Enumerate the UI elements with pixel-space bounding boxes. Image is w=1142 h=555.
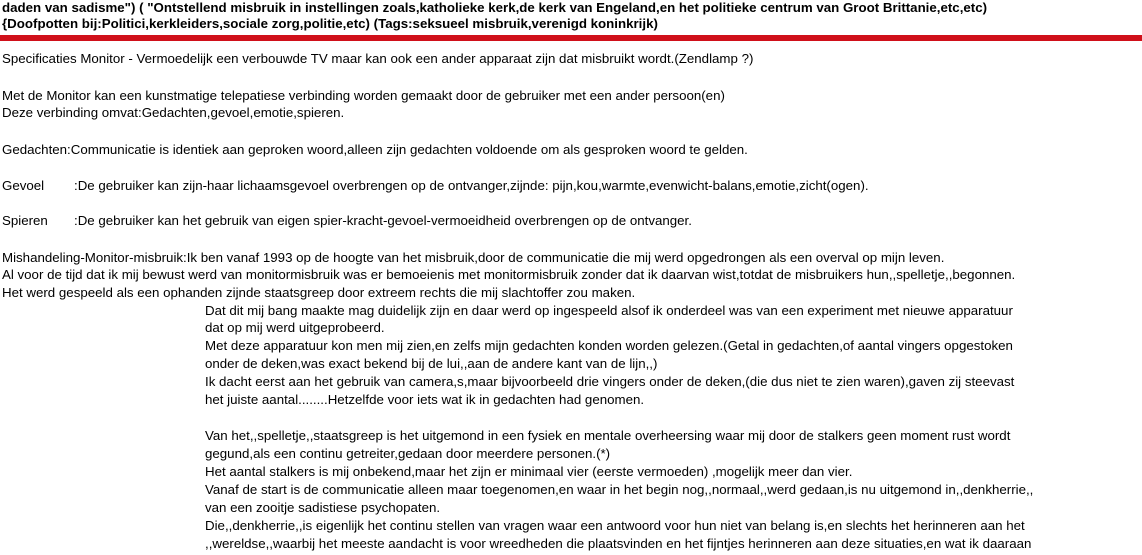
spieren-label: Spieren — [2, 213, 48, 228]
document-header — [2, 0, 1142, 32]
paragraph-mishandeling-line-2: Al voor de tijd dat ik mij bewust werd van monitormisbruik was er bemoeienis met monitormisbruik zonder dat ik daarvan wist,totdat de misbruikers hun,,spelletje,,begonnen. — [2, 267, 1016, 282]
spieren-text: :De gebruiker kan het gebruik van eigen spier-kracht-gevoel-vermoeidheid overbrengen op de ontvanger. — [74, 213, 692, 228]
paragraph-gedachten: Gedachten:Communicatie is identiek aan geproken woord,alleen zijn gedachten voldoende om als gesproken woord te gelden. — [2, 142, 748, 157]
header-line-2: {Doofpotten bij:Politici,kerkleiders,sociale zorg,politie,etc) (Tags:seksueel misbruik,verenigd koninkrijk) — [2, 16, 658, 31]
paragraph-spieren — [2, 212, 692, 229]
paragraph-specificaties: Specificaties Monitor - Vermoedelijk een verbouwde TV maar kan ook een ander apparaat zijn dat misbruikt wordt.(Zendlamp ?) — [2, 51, 754, 66]
paragraph-monitor-line-2: Deze verbinding omvat:Gedachten,gevoel,emotie,spieren. — [2, 105, 345, 120]
indented-line-2: dat op mij werd uitgeprobeerd. — [205, 320, 385, 335]
paragraph-mishandeling-line-1: Mishandeling-Monitor-misbruik:Ik ben vanaf 1993 op de hoogte van het misbruik,door de communicatie die mij werd opgedrongen als een overval op mijn leven. — [2, 250, 945, 265]
gevoel-label: Gevoel — [2, 178, 45, 193]
indented-line-13: ,,wereldse,,waarbij het meeste aandacht is voor wreedheden die plaatsvinden en het fijntjes herinneren aan deze situaties,en wat ik daaraan — [205, 536, 1032, 551]
gevoel-text: :De gebruiker kan zijn-haar lichaamsgevoel overbrengen op de ontvanger,zijnde: pijn,kou,warmte,evenwicht-balans,emotie,zicht(ogen). — [74, 178, 869, 193]
header-line-1: daden van sadisme") ( "Ontstellend misbruik in instellingen zoals,katholieke kerk,de kerk van Engeland,en het politieke centrum van Groot Brittanie,etc,etc) — [2, 0, 988, 15]
indented-line-3: Met deze apparatuur kon men mij zien,en zelfs mijn gedachten konden worden gelezen.(Getal in gedachten,of aantal vingers opgestoken — [205, 338, 1013, 353]
indented-line-11: van een zooitje sadistiese psychopaten. — [205, 500, 441, 515]
indented-line-12: Die,,denkherrie,,is eigenlijk het continu stellen van vragen waar een antwoord voor hun niet van belang is,en slechts het herinneren aan het — [205, 518, 1025, 533]
indented-line-4: onder de deken,was exact bekend bij de lui,,aan de andere kant van de lijn,,) — [205, 356, 658, 371]
indented-line-1: Dat dit mij bang maakte mag duidelijk zijn en daar werd op ingespeeld alsof ik onderdeel was van een experiment met nieuwe apparatuur — [205, 303, 1013, 318]
indented-line-8: gegund,als een continu getreiter,gedaan door meerdere personen.(*) — [205, 446, 611, 461]
paragraph-gevoel — [2, 177, 869, 194]
red-divider — [0, 35, 1142, 41]
indented-line-7: Van het,,spelletje,,staatsgreep is het uitgemond in een fysiek en mentale overheersing waar mij door de stalkers geen moment rust wordt — [205, 428, 1011, 443]
indented-line-9: Het aantal stalkers is mij onbekend,maar het zijn er minimaal vier (eerste vermoeden) ,mogelijk meer dan vier. — [205, 464, 853, 479]
paragraph-mishandeling-line-3: Het werd gespeeld als een ophanden zijnde staatsgreep door extreem rechts die mij slachtoffer zou maken. — [2, 285, 636, 300]
indented-line-10: Vanaf de start is de communicatie alleen maar toegenomen,en waar in het begin nog,,normaal,,werd gedaan,is nu uitgemond in,,denkherrie,, — [205, 482, 1034, 497]
indented-line-6: het juiste aantal........Hetzelfde voor iets wat ik in gedachten had genomen. — [205, 392, 645, 407]
paragraph-monitor-line-1: Met de Monitor kan een kunstmatige telepatiese verbinding worden gemaakt door de gebruiker met een ander persoon(en) — [2, 88, 725, 103]
indented-line-5: Ik dacht eerst aan het gebruik van camera,s,maar bijvoorbeeld drie vingers onder de deken,(die dus niet te zien waren),gaven zij steevast — [205, 374, 1015, 389]
